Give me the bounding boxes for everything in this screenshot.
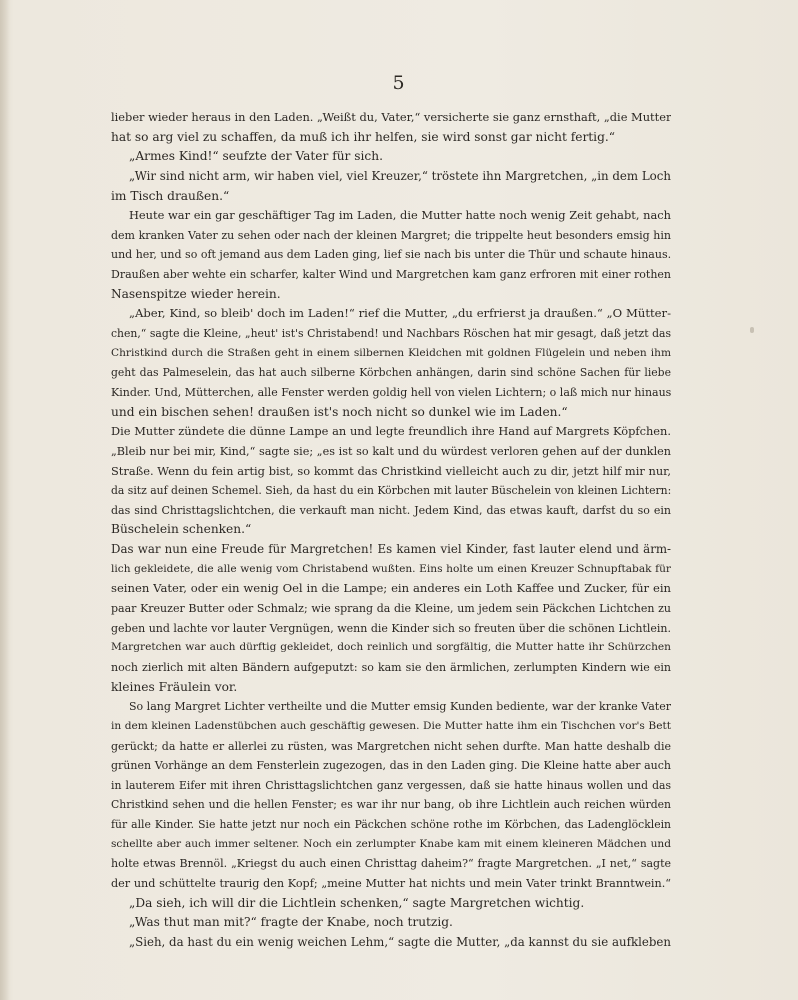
text-line: paar Kreuzer Butter oder Schmalz; wie sprang da die Kleine, um jedem sein Päckchen Lichtchen zu bbox=[111, 602, 671, 616]
text-line: noch zierlich mit alten Bändern aufgeputzt: so kam sie den ärmlichen, zerlumpten Kindern wie ein bbox=[111, 660, 671, 674]
text-line: geht das Palmeselein, das hat auch silberne Körbchen anhängen, darin sind schöne Sachen für liebe bbox=[111, 366, 671, 380]
text-line: im Tisch draußen.“ bbox=[111, 188, 230, 203]
text-line: Kinder. Und, Mütterchen, alle Fenster werden goldig hell von vielen Lichtern; o laß mich nur hinaus bbox=[111, 385, 671, 399]
text-line: und ein bischen sehen! draußen ist's noch nicht so dunkel wie im Laden.“ bbox=[111, 404, 568, 419]
text-line: seinen Vater, oder ein wenig Oel in die Lampe; ein anderes ein Loth Kaffee und Zucker, für ein bbox=[111, 581, 671, 596]
text-line: So lang Margret Lichter vertheilte und die Mutter emsig Kunden bediente, war der kranke Vater bbox=[129, 700, 671, 714]
text-line: gerückt; da hatte er allerlei zu rüsten, was Margretchen nicht sehen durfte. Man hatte deshalb die bbox=[111, 739, 671, 753]
text-line: lich gekleidete, die alle wenig vom Christabend wußten. Eins holte um einen Kreuzer Schnupftabak für bbox=[111, 562, 671, 575]
text-line: Büschelein schenken.“ bbox=[111, 522, 252, 537]
text-line: Die Mutter zündete die dünne Lampe an und legte freundlich ihre Hand auf Margrets Köpfchen. bbox=[111, 424, 671, 439]
text-line: Straße. Wenn du fein artig bist, so kommt das Christkind vielleicht auch zu dir, jetzt hilf mir nur, bbox=[111, 463, 671, 478]
text-line: „Sieh, da hast du ein wenig weichen Lehm,“ sagte die Mutter, „da kannst du sie aufkleben bbox=[129, 934, 671, 949]
text-line: lieber wieder heraus in den Laden. „Weißt du, Vater,“ versicherte sie ganz ernsthaft, „die Mutter bbox=[111, 110, 671, 124]
text-line: für alle Kinder. Sie hatte jetzt nur noch ein Päckchen schöne rothe im Körbchen, das Ladenglöcklein bbox=[111, 818, 671, 832]
paper-stain bbox=[750, 327, 754, 333]
body-text bbox=[111, 108, 671, 953]
text-line: Das war nun eine Freude für Margretchen! Es kamen viel Kinder, fast lauter elend und ärm- bbox=[111, 542, 671, 557]
text-line: „Aber, Kind, so bleib' doch im Laden!“ rief die Mutter, „du erfrierst ja draußen.“ „O Mütter- bbox=[129, 306, 671, 321]
text-line: „Armes Kind!“ seufzte der Vater für sich. bbox=[129, 149, 383, 164]
text-line: holte etwas Brennöl. „Kriegst du auch einen Christtag daheim?“ fragte Margretchen. „I net,“ sagte bbox=[111, 857, 671, 871]
text-line: geben und lachte vor lauter Vergnügen, wenn die Kinder sich so freuten über die schönen Lichtlein. bbox=[111, 621, 671, 635]
page-spine-shadow bbox=[0, 0, 10, 1000]
text-line: Draußen aber wehte ein scharfer, kalter Wind und Margretchen kam ganz erfroren mit einer rothen bbox=[111, 268, 671, 282]
text-line: grünen Vorhänge an dem Fensterlein zugezogen, das in den Laden ging. Die Kleine hatte aber auch bbox=[111, 759, 671, 773]
text-line: Heute war ein gar geschäftiger Tag im Laden, die Mutter hatte noch wenig Zeit gehabt, nach bbox=[129, 208, 671, 223]
page-number: 5 bbox=[392, 72, 406, 94]
text-line: in dem kleinen Ladenstübchen auch geschäftig gewesen. Die Mutter hatte ihm ein Tischchen vor's Bett bbox=[111, 719, 671, 732]
text-line: in lauterem Eifer mit ihren Christtagslichtchen ganz vergessen, daß sie hatte hinaus wollen und das bbox=[111, 778, 671, 792]
text-line: hat so arg viel zu schaffen, da muß ich ihr helfen, sie wird sonst gar nicht fertig.“ bbox=[111, 129, 615, 144]
text-line: Nasenspitze wieder herein. bbox=[111, 286, 281, 301]
text-line: „Da sieh, ich will dir die Lichtlein schenken,“ sagte Margretchen wichtig. bbox=[129, 895, 585, 910]
text-line: schellte aber auch immer seltener. Noch ein zerlumpter Knabe kam mit einem kleineren Mädchen und bbox=[111, 837, 671, 850]
text-line: Christkind durch die Straßen geht in einem silbernen Kleidchen mit goldnen Flügelein und neben ihm bbox=[111, 346, 671, 359]
text-line: der und schüttelte traurig den Kopf; „meine Mutter hat nichts und mein Vater trinkt Branntwein.“ bbox=[111, 876, 671, 890]
text-line: dem kranken Vater zu sehen oder nach der kleinen Margret; die trippelte heut besonders emsig hin bbox=[111, 228, 671, 242]
text-line: Christkind sehen und die hellen Fenster; es war ihr nur bang, ob ihre Lichtlein auch reichen würden bbox=[111, 798, 671, 812]
text-line: Margretchen war auch dürftig gekleidet, doch reinlich und sorgfältig, die Mutter hatte ihr Schürzchen bbox=[111, 641, 671, 654]
text-line: da sitz auf deinen Schemel. Sieh, da hast du ein Körbchen mit lauter Büschelein von kleinen Lichtern: bbox=[111, 484, 671, 498]
text-line: kleines Fräulein vor. bbox=[111, 679, 238, 694]
text-line: chen,“ sagte die Kleine, „heut' ist's Christabend! und Nachbars Röschen hat mir gesagt, daß jetzt das bbox=[111, 327, 671, 341]
text-line: „Wir sind nicht arm, wir haben viel, viel Kreuzer,“ tröstete ihn Margretchen, „in dem Loch bbox=[129, 168, 671, 183]
text-line: das sind Christtagslichtchen, die verkauft man nicht. Jedem Kind, das etwas kauft, darfst du so ein bbox=[111, 503, 671, 517]
text-line: „Was thut man mit?“ fragte der Knabe, noch trutzig. bbox=[129, 915, 453, 930]
text-line: und her, und so oft jemand aus dem Laden ging, lief sie nach bis unter die Thür und schaute hinaus. bbox=[111, 248, 671, 262]
text-line: „Bleib nur bei mir, Kind,“ sagte sie; „es ist so kalt und du würdest verloren gehen auf der dunklen bbox=[111, 444, 671, 458]
